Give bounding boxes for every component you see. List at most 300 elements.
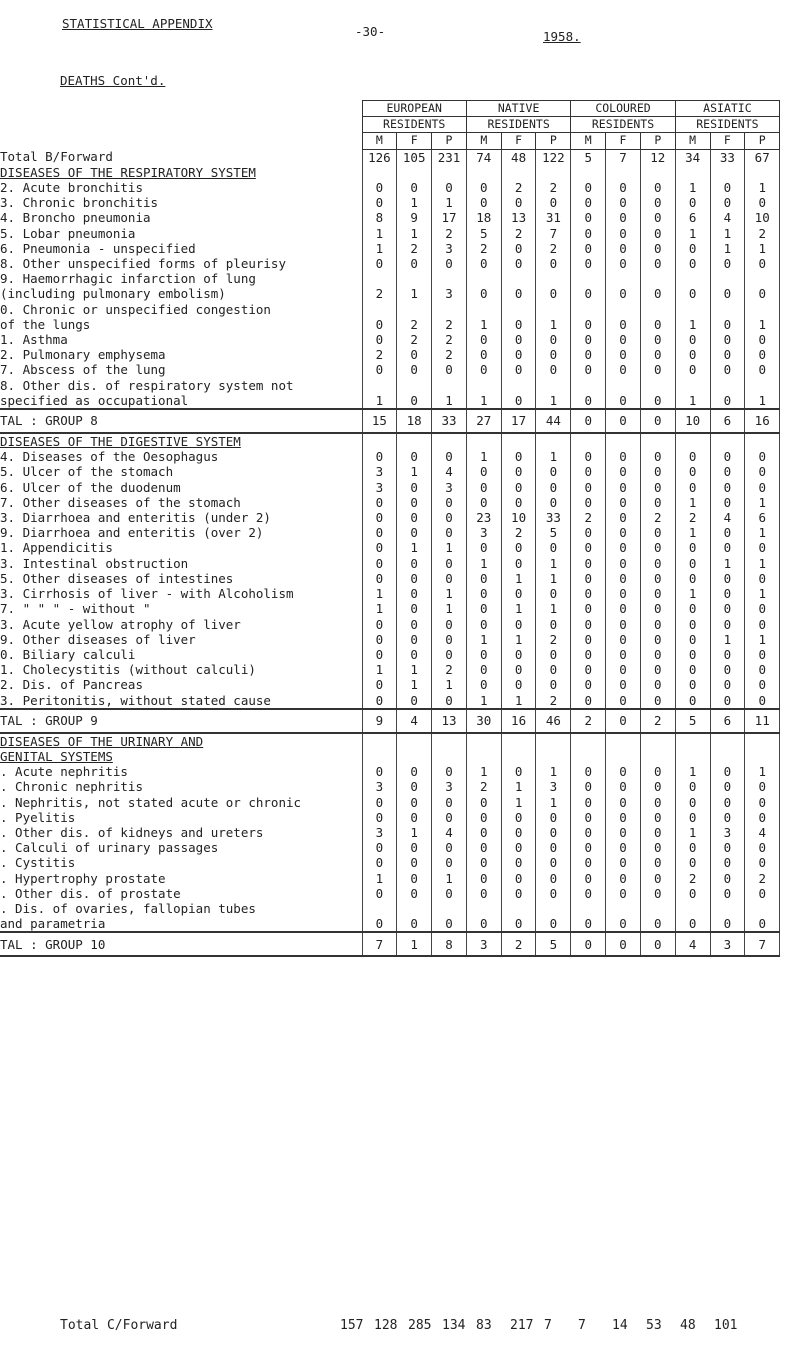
cell-value: 0: [536, 286, 571, 301]
table-row: [0, 302, 780, 317]
row-label: 6. Ulcer of the duodenum: [0, 479, 181, 495]
footer-value: 157: [340, 1318, 364, 1333]
cell-value: 11: [745, 709, 780, 733]
cell-value: [466, 733, 501, 749]
row-label: . Other dis. of kidneys and ureters: [0, 824, 264, 840]
cell-value: 0: [710, 601, 745, 616]
deaths-table: [0, 100, 780, 957]
cell-value: [640, 165, 675, 180]
cell-value: 2: [466, 779, 501, 794]
table-row: [0, 647, 780, 662]
cell-value: 0: [501, 286, 536, 301]
cell-value: [397, 165, 432, 180]
cell-value: 0: [606, 362, 641, 377]
cell-value: [606, 302, 641, 317]
cell-value: 46: [536, 709, 571, 733]
column-header-m: M: [466, 133, 501, 149]
cell-value: 2: [536, 180, 571, 195]
cell-value: 0: [710, 571, 745, 586]
cell-value: 1: [397, 662, 432, 677]
cell-value: [571, 378, 606, 393]
cell-value: 0: [536, 195, 571, 210]
cell-value: [536, 165, 571, 180]
cell-value: 0: [466, 347, 501, 362]
cell-value: 0: [606, 632, 641, 647]
cell-value: 0: [501, 916, 536, 932]
row-label: 6. Pneumonia - unspecified: [0, 240, 196, 256]
cell-value: 0: [466, 464, 501, 479]
cell-value: 0: [606, 617, 641, 632]
cell-value: 23: [466, 510, 501, 525]
table-row: [0, 210, 780, 225]
table-row: [0, 241, 780, 256]
cell-value: 1: [536, 571, 571, 586]
cell-value: 2: [501, 226, 536, 241]
cell-value: 0: [710, 810, 745, 825]
cell-value: 0: [536, 662, 571, 677]
cell-value: [501, 302, 536, 317]
cell-value: 0: [571, 180, 606, 195]
cell-value: 231: [432, 149, 467, 165]
cell-value: 0: [501, 332, 536, 347]
cell-value: 0: [432, 495, 467, 510]
cell-value: 0: [432, 556, 467, 571]
cell-value: 0: [710, 886, 745, 901]
cell-value: 0: [571, 525, 606, 540]
header-blank: [0, 101, 362, 150]
cell-value: 3: [362, 480, 397, 495]
cell-value: 0: [675, 855, 710, 870]
row-label: 7. " " " - without ": [0, 601, 151, 617]
group-header-asiatic: ASIATIC: [675, 101, 779, 117]
cell-value: 1: [466, 693, 501, 709]
cell-value: 2: [501, 525, 536, 540]
cell-value: [640, 271, 675, 286]
cell-value: 0: [606, 525, 641, 540]
cell-value: 1: [536, 601, 571, 616]
cell-value: 0: [710, 195, 745, 210]
appendix-title: STATISTICAL APPENDIX: [62, 16, 213, 31]
cell-value: 0: [606, 871, 641, 886]
row-label: 9. Other diseases of liver: [0, 631, 196, 647]
cell-value: 0: [710, 317, 745, 332]
cell-value: 0: [397, 362, 432, 377]
cell-value: 33: [536, 510, 571, 525]
cell-value: 10: [501, 510, 536, 525]
cell-value: 0: [362, 647, 397, 662]
cell-value: 1: [397, 540, 432, 555]
cell-value: 0: [571, 779, 606, 794]
cell-value: 0: [536, 256, 571, 271]
cell-value: 0: [571, 840, 606, 855]
year-label: 1958.: [543, 29, 581, 44]
cell-value: 0: [536, 362, 571, 377]
cell-value: 0: [397, 886, 432, 901]
cell-value: [397, 433, 432, 449]
table-row: [0, 226, 780, 241]
cell-value: 1: [745, 632, 780, 647]
cell-value: 0: [466, 916, 501, 932]
cell-value: 1: [362, 226, 397, 241]
cell-value: [501, 733, 536, 749]
row-label: 3. Intestinal obstruction: [0, 555, 189, 571]
cell-value: [536, 302, 571, 317]
cell-value: 0: [710, 540, 745, 555]
cell-value: [362, 749, 397, 764]
cell-value: 0: [606, 709, 641, 733]
row-label: . Dis. of ovaries, fallopian tubes: [0, 900, 256, 916]
cell-value: 13: [501, 210, 536, 225]
cell-value: 0: [536, 855, 571, 870]
column-header-m: M: [571, 133, 606, 149]
row-label: 8. Other dis. of respiratory system not: [0, 377, 294, 393]
row-label: 4. Diseases of the Oesophagus: [0, 449, 219, 465]
cell-value: 0: [675, 540, 710, 555]
cell-value: 1: [501, 693, 536, 709]
cell-value: 4: [710, 510, 745, 525]
cell-value: 0: [606, 855, 641, 870]
cell-value: 2: [675, 871, 710, 886]
cell-value: 0: [501, 317, 536, 332]
cell-value: 0: [466, 662, 501, 677]
cell-value: 0: [745, 795, 780, 810]
cell-value: 3: [432, 286, 467, 301]
cell-value: 2: [536, 241, 571, 256]
group-total-row: [0, 409, 780, 433]
cell-value: 2: [397, 241, 432, 256]
footer-value: 7: [544, 1318, 552, 1333]
cell-value: [432, 433, 467, 449]
cell-value: 2: [571, 510, 606, 525]
cell-value: 1: [432, 601, 467, 616]
cell-value: 0: [397, 495, 432, 510]
cell-value: 0: [640, 617, 675, 632]
footer-value: 285: [408, 1318, 432, 1333]
cell-value: 0: [432, 840, 467, 855]
cell-value: 0: [745, 286, 780, 301]
cell-value: 0: [501, 617, 536, 632]
cell-value: 0: [466, 571, 501, 586]
table-row: [0, 632, 780, 647]
footer-value: 14: [612, 1318, 628, 1333]
cell-value: 0: [432, 510, 467, 525]
cell-value: 0: [432, 916, 467, 932]
cell-value: [606, 165, 641, 180]
cell-value: 8: [432, 932, 467, 956]
cell-value: 3: [432, 779, 467, 794]
cell-value: 0: [362, 362, 397, 377]
cell-value: 0: [606, 210, 641, 225]
cell-value: 0: [606, 825, 641, 840]
cell-value: 3: [362, 825, 397, 840]
cell-value: 4: [675, 932, 710, 956]
cell-value: 0: [362, 764, 397, 779]
column-header-p: P: [432, 133, 467, 149]
row-label: TAL : GROUP 8: [0, 409, 362, 433]
cell-value: 0: [536, 480, 571, 495]
cell-value: [606, 271, 641, 286]
cell-value: [536, 901, 571, 916]
cell-value: 0: [745, 617, 780, 632]
cell-value: [397, 271, 432, 286]
row-label: 3. Diarrhoea and enteritis (under 2): [0, 510, 271, 526]
cell-value: 0: [640, 464, 675, 479]
column-header-p: P: [745, 133, 780, 149]
cell-value: 0: [571, 540, 606, 555]
cell-value: 0: [606, 647, 641, 662]
table-row: [0, 480, 780, 495]
cell-value: 0: [362, 617, 397, 632]
cell-value: 0: [397, 779, 432, 794]
group-total-row: [0, 932, 780, 956]
cell-value: 7: [362, 932, 397, 956]
row-label: 9. Haemorrhagic infarction of lung: [0, 271, 256, 287]
cell-value: 2: [397, 317, 432, 332]
cell-value: 2: [640, 510, 675, 525]
cell-value: [362, 378, 397, 393]
table-row: [0, 693, 780, 709]
cell-value: 0: [466, 362, 501, 377]
cell-value: 0: [362, 449, 397, 464]
cell-value: 3: [466, 525, 501, 540]
cell-value: 0: [466, 871, 501, 886]
cell-value: 0: [362, 195, 397, 210]
cell-value: 0: [606, 510, 641, 525]
cell-value: [571, 433, 606, 449]
cell-value: 1: [501, 632, 536, 647]
row-label: 7. Abscess of the lung: [0, 362, 166, 378]
cell-value: 0: [432, 795, 467, 810]
cell-value: 0: [606, 464, 641, 479]
cell-value: 0: [745, 601, 780, 616]
cell-value: 0: [362, 693, 397, 709]
cell-value: 0: [397, 855, 432, 870]
cell-value: 0: [501, 662, 536, 677]
cell-value: 0: [640, 556, 675, 571]
cell-value: 0: [710, 449, 745, 464]
cell-value: [745, 433, 780, 449]
cell-value: 0: [640, 347, 675, 362]
cell-value: 0: [710, 256, 745, 271]
cell-value: [710, 271, 745, 286]
cell-value: 0: [710, 871, 745, 886]
section-heading-row: [0, 433, 780, 449]
cell-value: [432, 749, 467, 764]
cell-value: 1: [501, 795, 536, 810]
table-row: [0, 556, 780, 571]
cell-value: [397, 302, 432, 317]
cell-value: 1: [675, 495, 710, 510]
row-label: and parametria: [0, 916, 106, 932]
cell-value: 0: [432, 855, 467, 870]
cell-value: 5: [536, 525, 571, 540]
cell-value: 0: [571, 647, 606, 662]
cell-value: 0: [536, 677, 571, 692]
cell-value: 0: [640, 871, 675, 886]
cell-value: 0: [466, 825, 501, 840]
row-label: 8. Other unspecified forms of pleurisy: [0, 256, 286, 272]
cell-value: 0: [397, 571, 432, 586]
cell-value: 0: [571, 586, 606, 601]
cell-value: [466, 302, 501, 317]
table-row: [0, 510, 780, 525]
cell-value: 1: [710, 241, 745, 256]
row-label: 0. Biliary calculi: [0, 646, 136, 662]
row-label: 9. Diarrhoea and enteritis (over 2): [0, 525, 264, 541]
cell-value: 105: [397, 149, 432, 165]
cell-value: 1: [501, 779, 536, 794]
row-label: TAL : GROUP 10: [0, 932, 362, 956]
cell-value: 4: [432, 464, 467, 479]
cell-value: 0: [710, 480, 745, 495]
cell-value: [466, 901, 501, 916]
table-row: [0, 540, 780, 555]
cell-value: 0: [640, 393, 675, 409]
group-total-row: [0, 709, 780, 733]
cell-value: 0: [397, 647, 432, 662]
cell-value: 0: [536, 916, 571, 932]
cell-value: 6: [710, 709, 745, 733]
cell-value: 1: [745, 764, 780, 779]
cell-value: 1: [362, 601, 397, 616]
cell-value: 0: [397, 795, 432, 810]
column-header-f: F: [501, 133, 536, 149]
cell-value: [571, 302, 606, 317]
cell-value: 0: [362, 840, 397, 855]
cell-value: 0: [571, 449, 606, 464]
cell-value: 0: [571, 932, 606, 956]
cell-value: 0: [466, 586, 501, 601]
cell-value: [432, 302, 467, 317]
cell-value: 0: [710, 286, 745, 301]
cell-value: 15: [362, 409, 397, 433]
cell-value: 1: [466, 632, 501, 647]
cell-value: [571, 901, 606, 916]
cell-value: 0: [397, 449, 432, 464]
cell-value: 0: [675, 840, 710, 855]
cell-value: 0: [675, 617, 710, 632]
cell-value: 0: [397, 347, 432, 362]
cell-value: 1: [710, 556, 745, 571]
cell-value: 33: [432, 409, 467, 433]
cell-value: [640, 302, 675, 317]
cell-value: 0: [466, 480, 501, 495]
cell-value: 0: [571, 362, 606, 377]
cell-value: 0: [501, 840, 536, 855]
section-heading: DISEASES OF THE DIGESTIVE SYSTEM: [0, 434, 241, 450]
cell-value: 0: [466, 180, 501, 195]
cell-value: 0: [432, 362, 467, 377]
footer-value: 7: [578, 1318, 586, 1333]
cell-value: 0: [710, 586, 745, 601]
cell-value: 67: [745, 149, 780, 165]
cell-value: 30: [466, 709, 501, 733]
cell-value: 0: [640, 540, 675, 555]
table-row: [0, 271, 780, 286]
cell-value: 0: [571, 871, 606, 886]
cell-value: 0: [675, 810, 710, 825]
cell-value: [606, 378, 641, 393]
cell-value: 1: [397, 226, 432, 241]
table-row: [0, 840, 780, 855]
cell-value: 1: [745, 317, 780, 332]
cell-value: 44: [536, 409, 571, 433]
cell-value: 0: [571, 601, 606, 616]
cell-value: 1: [362, 871, 397, 886]
cell-value: 0: [606, 764, 641, 779]
cell-value: 1: [397, 825, 432, 840]
cell-value: 0: [397, 693, 432, 709]
cell-value: 7: [606, 149, 641, 165]
cell-value: 0: [606, 495, 641, 510]
cell-value: 0: [606, 810, 641, 825]
cell-value: 2: [536, 693, 571, 709]
cell-value: 1: [397, 677, 432, 692]
cell-value: 1: [536, 795, 571, 810]
cell-value: 0: [745, 886, 780, 901]
group-subheader: RESIDENTS: [571, 117, 675, 133]
cell-value: 2: [432, 226, 467, 241]
cell-value: 0: [501, 540, 536, 555]
cell-value: 1: [745, 525, 780, 540]
row-label: Total B/Forward: [0, 149, 113, 165]
footer-value: 128: [374, 1318, 398, 1333]
cell-value: 0: [710, 840, 745, 855]
cell-value: 0: [745, 855, 780, 870]
cell-value: [606, 433, 641, 449]
cell-value: 2: [362, 286, 397, 301]
cell-value: [362, 271, 397, 286]
cell-value: 0: [501, 464, 536, 479]
cell-value: 0: [710, 495, 745, 510]
cell-value: 0: [571, 393, 606, 409]
group-header-european: EUROPEAN: [362, 101, 466, 117]
cell-value: [745, 165, 780, 180]
cell-value: 0: [606, 409, 641, 433]
cell-value: [606, 733, 641, 749]
cell-value: [536, 733, 571, 749]
cell-value: 0: [536, 886, 571, 901]
cell-value: 0: [606, 226, 641, 241]
cell-value: 0: [710, 647, 745, 662]
group-header-coloured: COLOURED: [571, 101, 675, 117]
cell-value: 0: [397, 764, 432, 779]
cell-value: 0: [640, 180, 675, 195]
cell-value: 0: [397, 510, 432, 525]
cell-value: 0: [501, 347, 536, 362]
cell-value: [640, 733, 675, 749]
cell-value: 1: [362, 586, 397, 601]
cell-value: 0: [675, 632, 710, 647]
cell-value: 0: [432, 647, 467, 662]
cell-value: 0: [675, 647, 710, 662]
cell-value: [432, 733, 467, 749]
cell-value: 0: [710, 362, 745, 377]
table-row: [0, 825, 780, 840]
cell-value: [640, 901, 675, 916]
cell-value: 0: [362, 632, 397, 647]
cell-value: 18: [466, 210, 501, 225]
cell-value: [466, 749, 501, 764]
cell-value: 0: [640, 195, 675, 210]
cell-value: 2: [362, 347, 397, 362]
cell-value: 0: [362, 677, 397, 692]
cell-value: [745, 901, 780, 916]
cell-value: 0: [536, 464, 571, 479]
cell-value: 0: [606, 256, 641, 271]
cell-value: 1: [745, 495, 780, 510]
cell-value: 0: [501, 764, 536, 779]
